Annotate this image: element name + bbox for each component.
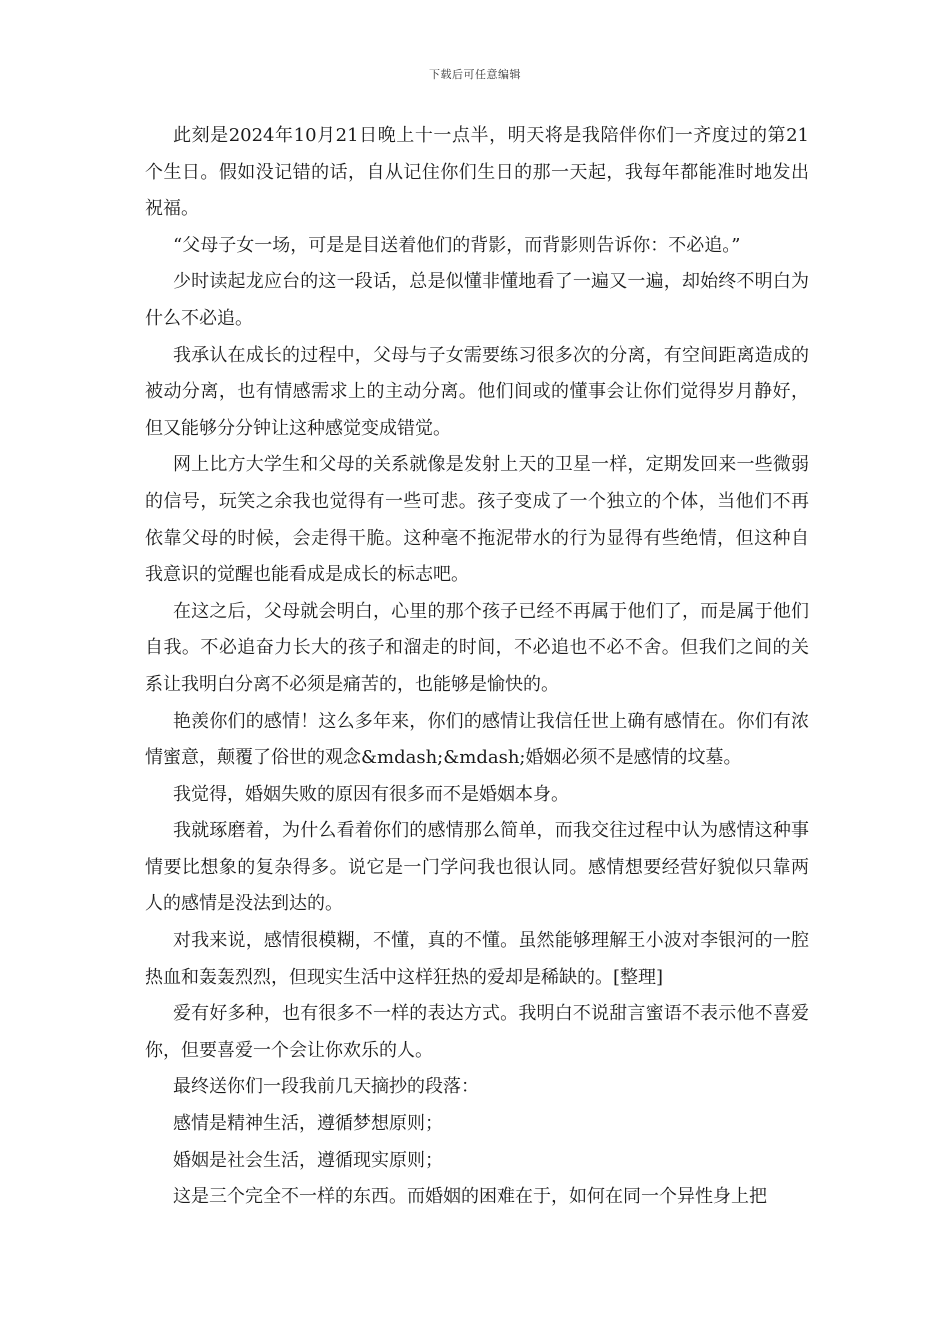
paragraph-12: 最终送你们一段我前几天摘抄的段落： — [173, 1076, 479, 1098]
paragraph-2: “父母子女一场，可是是目送着他们的背影，而背影则告诉你：不必追。” — [173, 234, 741, 256]
paragraph-10: 对我来说，感情很模糊，不懂，真的不懂。虽然能够理解王小波对李银河的一腔热血和轰轰烈烈，但现实生活中这样狂热的爱却是稀缺的。[整理] — [145, 930, 809, 988]
paragraph-11: 爱有好多种，也有很多不一样的表达方式。我明白不说甜言蜜语不表示他不喜爱你，但要喜爱一个会让你欢乐的人。 — [145, 1003, 809, 1061]
paragraph-7: 艳羡你们的感情！这么多年来，你们的感情让我信任世上确有感情在。你们有浓情蜜意，颠覆了俗世的观念&mdash;&mdash;婚姻必须不是感情的坟墓。 — [145, 710, 809, 769]
document-body — [145, 118, 809, 1216]
page-header: 下载后可任意编辑 — [429, 68, 521, 81]
paragraph-1: 此刻是2024年10月21日晚上十一点半，明天将是我陪伴你们一齐度过的第21个生日。假如没记错的话，自从记住你们生日的那一天起，我每年都能准时地发出祝福。 — [145, 125, 809, 220]
paragraph-6: 在这之后，父母就会明白，心里的那个孩子已经不再属于他们了，而是属于他们自我。不必追奋力长大的孩子和溜走的时间，不必追也不必不舍。但我们之间的关系让我明白分离不必须是痛苦的，也能够是愉快的。 — [145, 600, 809, 695]
paragraph-9: 我就琢磨着，为什么看着你们的感情那么简单，而我交往过程中认为感情这种事情要比想象的复杂得多。说它是一门学问我也很认同。感情想要经营好貌似只靠两人的感情是没法到达的。 — [145, 820, 809, 915]
paragraph-13: 感情是精神生活，遵循梦想原则； — [173, 1113, 443, 1135]
paragraph-8: 我觉得，婚姻失败的原因有很多而不是婚姻本身。 — [173, 783, 569, 805]
paragraph-3: 少时读起龙应台的这一段话，总是似懂非懂地看了一遍又一遍，却始终不明白为什么不必追。 — [145, 271, 809, 329]
paragraph-15: 这是三个完全不一样的东西。而婚姻的困难在于，如何在同一个异性身上把 — [173, 1186, 767, 1208]
paragraph-5: 网上比方大学生和父母的关系就像是发射上天的卫星一样，定期发回来一些微弱的信号，玩笑之余我也觉得有一些可悲。孩子变成了一个独立的个体，当他们不再依靠父母的时候，会走得干脆。这种毫不拖泥带水的行为显得有些绝情，但这种自我意识的觉醒也能看成是成长的标志吧。 — [145, 454, 809, 586]
paragraph-14: 婚姻是社会生活，遵循现实原则； — [173, 1149, 443, 1171]
paragraph-4: 我承认在成长的过程中，父母与子女需要练习很多次的分离，有空间距离造成的被动分离，也有情感需求上的主动分离。他们间或的懂事会让你们觉得岁月静好，但又能够分分钟让这种感觉变成错觉。 — [145, 344, 809, 439]
